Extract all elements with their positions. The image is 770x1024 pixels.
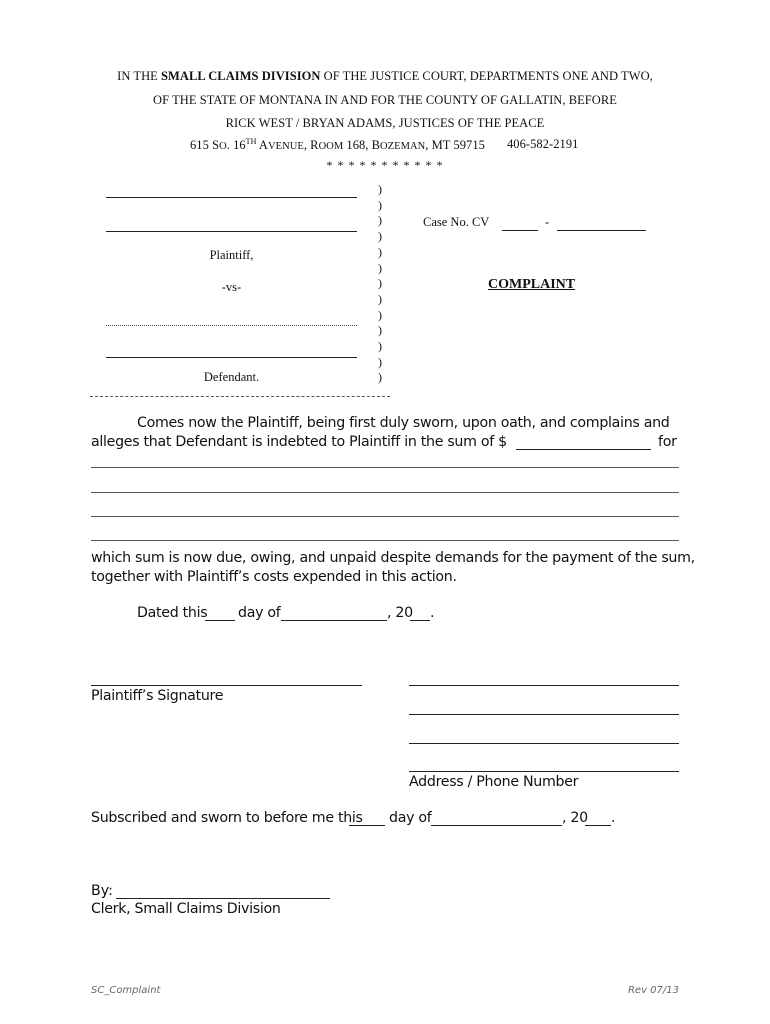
plaintiff-name-line-1[interactable] <box>106 197 357 198</box>
reason-line-2[interactable] <box>91 492 679 493</box>
defendant-name-line-1[interactable] <box>106 325 357 326</box>
reason-line-1[interactable] <box>91 467 679 468</box>
plaintiff-label: Plaintiff, <box>209 248 254 262</box>
header-star-divider: * * * * * * * * * * * <box>326 158 444 172</box>
form-id: SC_Complaint <box>91 985 161 996</box>
court-header-line-3: RICK WEST / BRYAN ADAMS, JUSTICES OF THE PEACE <box>225 116 545 130</box>
dated-day-field[interactable] <box>205 620 235 621</box>
court-header-text: OF THE JUSTICE COURT, DEPARTMENTS ONE AND TWO, <box>320 69 653 83</box>
dated-month-field[interactable] <box>281 620 387 621</box>
court-phone: 406-582-2191 <box>507 137 579 151</box>
court-header-text: IN THE <box>117 69 162 83</box>
court-header-line-2: OF THE STATE OF MONTANA IN AND FOR THE COUNTY OF GALLATIN, BEFORE <box>153 93 617 107</box>
reason-line-3[interactable] <box>91 516 679 517</box>
dated-year-label: , 20 <box>387 605 413 621</box>
sworn-year-field[interactable] <box>585 825 611 826</box>
address-line-3[interactable] <box>409 743 679 744</box>
case-number-label: Case No. CV <box>423 215 490 229</box>
due-paragraph-line-1: which sum is now due, owing, and unpaid despite demands for the payment of the sum, <box>91 550 695 566</box>
clerk-label: Clerk, Small Claims Division <box>91 901 281 917</box>
sworn-day-of-label: day of <box>389 810 432 826</box>
defendant-label: Defendant. <box>203 370 260 384</box>
caption-divider <box>90 396 390 397</box>
court-header-line-1 <box>0 69 770 84</box>
dated-year-field[interactable] <box>410 620 430 621</box>
complaint-for-word: for <box>658 434 677 450</box>
sworn-period: . <box>611 810 616 826</box>
complaint-paragraph-line-2: alleges that Defendant is indebted to Plaintiff in the sum of $ <box>91 434 507 450</box>
court-header-division: SMALL CLAIMS DIVISION <box>161 69 321 83</box>
plaintiff-name-line-2[interactable] <box>106 231 357 232</box>
case-number-field-2[interactable] <box>557 230 646 231</box>
document-title: COMPLAINT <box>488 277 576 292</box>
amount-owed-field[interactable] <box>516 449 651 450</box>
case-number-dash: - <box>545 215 550 229</box>
versus-label: -vs- <box>221 280 242 294</box>
reason-line-4[interactable] <box>91 540 679 541</box>
sworn-year-label: , 20 <box>562 810 588 826</box>
plaintiff-signature-line[interactable] <box>91 685 362 686</box>
dated-this-label: Dated this <box>137 605 208 621</box>
dated-day-of-label: day of <box>238 605 281 621</box>
complaint-paragraph-line-1: Comes now the Plaintiff, being first duly sworn, upon oath, and complains and <box>137 415 670 431</box>
address-phone-label: Address / Phone Number <box>409 774 579 790</box>
court-address: 615 SO. 16TH AVENUE, ROOM 168, BOZEMAN, MT 59715 <box>190 137 485 153</box>
case-number-field-1[interactable] <box>502 230 538 231</box>
caption-paren-column: ) ) ) ) ) ) ) ) ) ) ) ) ) <box>378 182 382 385</box>
due-paragraph-line-2: together with Plaintiff’s costs expended in this action. <box>91 569 457 585</box>
sworn-month-field[interactable] <box>431 825 562 826</box>
dated-period: . <box>430 605 435 621</box>
address-line-1[interactable] <box>409 685 679 686</box>
defendant-name-line-2[interactable] <box>106 357 357 358</box>
address-line-4[interactable] <box>409 771 679 772</box>
by-label: By: <box>91 883 113 899</box>
sworn-day-field[interactable] <box>349 825 385 826</box>
address-line-2[interactable] <box>409 714 679 715</box>
sworn-label: Subscribed and sworn to before me this <box>91 810 363 826</box>
clerk-signature-line[interactable] <box>116 898 330 899</box>
plaintiff-signature-label: Plaintiff’s Signature <box>91 688 224 704</box>
form-revision: Rev 07/13 <box>627 985 679 996</box>
